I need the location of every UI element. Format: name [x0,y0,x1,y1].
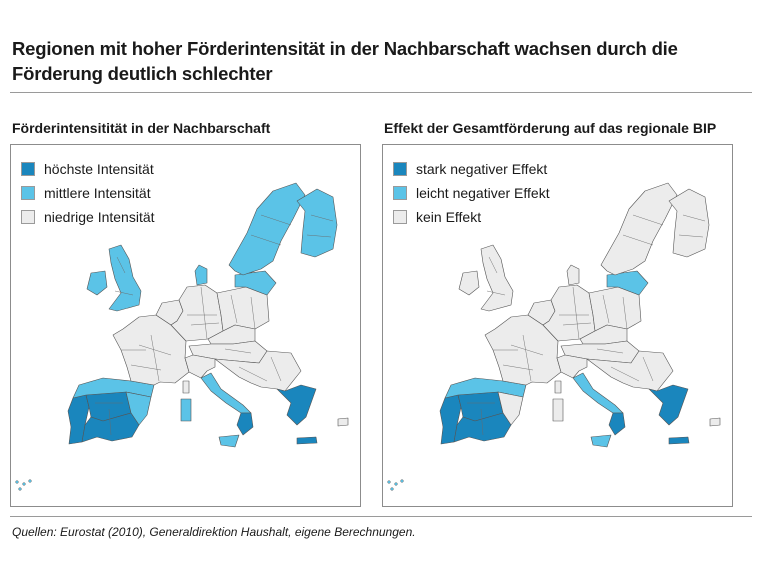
legend-label: leicht negativer Effekt [416,185,550,201]
legend-left [21,157,155,229]
region-corsica [183,381,189,393]
legend-swatch [21,210,35,224]
legend-right [393,157,550,229]
source-note: Quellen: Eurostat (2010), Generaldirektion Haushalt, eigene Berechnungen. [12,525,416,539]
panel-title-left: Förderintensitität in der Nachbarschaft [12,120,271,136]
region-crete [297,437,317,444]
legend-swatch [393,210,407,224]
legend-label: höchste Intensität [44,161,154,177]
region-poland [217,287,269,331]
region-uk [481,245,513,311]
legend-item [21,181,155,205]
island-marker [395,483,398,486]
title-divider [10,92,752,93]
legend-label: stark negativer Effekt [416,161,548,177]
region-cyprus [338,418,348,426]
region-calabria [237,413,253,435]
legend-item [21,205,155,229]
legend-label: niedrige Intensität [44,209,155,225]
region-greece [649,385,688,425]
legend-swatch [393,186,407,200]
legend-swatch [21,186,35,200]
island-marker [388,481,391,484]
legend-item [393,157,550,181]
region-finland [669,189,709,257]
region-cyprus [710,418,720,426]
legend-label: mittlere Intensität [44,185,151,201]
map-panel-left [10,144,361,507]
region-finland [297,189,337,257]
legend-swatch [393,162,407,176]
region-ireland [87,271,107,295]
region-denmark [195,265,207,285]
legend-item [21,157,155,181]
island-marker [16,481,19,484]
legend-label: kein Effekt [416,209,482,225]
region-sicily [219,435,239,447]
region-crete [669,437,689,444]
region-poland [589,287,641,331]
figure-title: Regionen mit hoher Förderintensität in der Nachbarschaft wachsen durch die Förderung deutlich schlechter [12,38,678,84]
region-corsica [555,381,561,393]
island-marker [19,488,22,491]
island-marker [29,480,32,483]
region-scandinavia [229,183,305,275]
region-greece [277,385,316,425]
island-marker [23,483,26,486]
island-marker [391,488,394,491]
region-uk [109,245,141,311]
legend-item [393,181,550,205]
source-divider [10,516,752,517]
map-panel-right [382,144,733,507]
region-calabria [609,413,625,435]
legend-swatch [21,162,35,176]
island-marker [401,480,404,483]
panel-title-right: Effekt der Gesamtförderung auf das regionale BIP [384,120,717,136]
legend-item [393,205,550,229]
region-sardinia [181,399,191,421]
region-scandinavia [601,183,677,275]
region-sicily [591,435,611,447]
region-denmark [567,265,579,285]
region-sardinia [553,399,563,421]
region-ireland [459,271,479,295]
